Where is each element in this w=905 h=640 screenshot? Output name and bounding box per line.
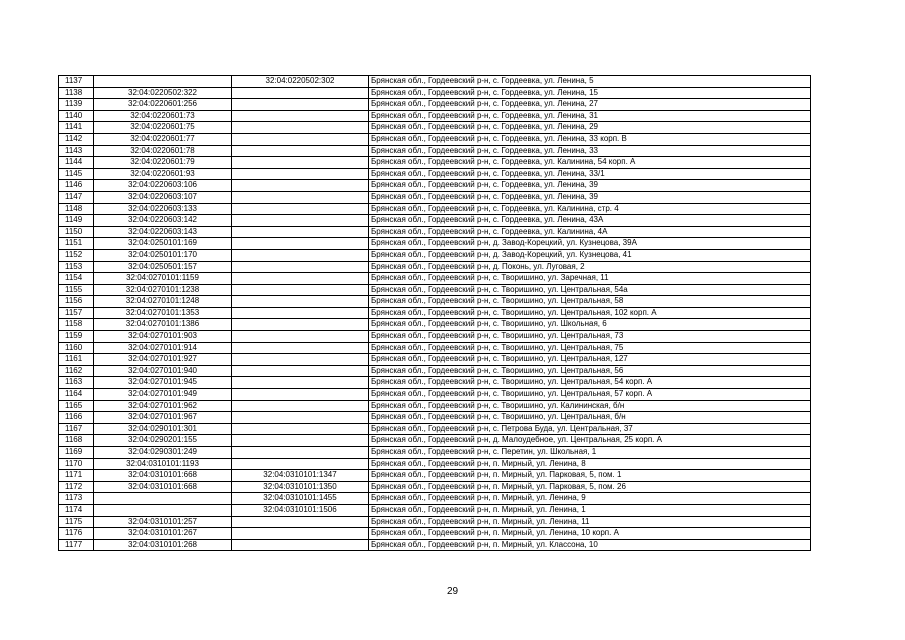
table-row — [59, 435, 811, 447]
object-cadastral-number-cell — [232, 365, 369, 377]
row-number-cell: 1174 — [59, 504, 94, 516]
cadastral-number-cell: 32:04:0220601:78 — [94, 145, 232, 157]
object-cadastral-number-cell — [232, 99, 369, 111]
row-number-cell: 1149 — [59, 215, 94, 227]
object-cadastral-number-cell — [232, 87, 369, 99]
table-row — [59, 331, 811, 343]
object-cadastral-number-cell — [232, 145, 369, 157]
row-number-cell: 1152 — [59, 249, 94, 261]
table-row — [59, 493, 811, 505]
cadastral-number-cell: 32:04:0290101:301 — [94, 423, 232, 435]
address-cell: Брянская обл., Гордеевский р-н, с. Гордеевка, ул. Ленина, 33/1 — [369, 168, 811, 180]
row-number-cell: 1139 — [59, 99, 94, 111]
object-cadastral-number-cell: 32:04:0310101:1347 — [232, 470, 369, 482]
cadastral-number-cell: 32:04:0310101:668 — [94, 470, 232, 482]
cadastral-number-cell: 32:04:0250101:170 — [94, 249, 232, 261]
cadastral-number-cell: 32:04:0270101:914 — [94, 342, 232, 354]
object-cadastral-number-cell — [232, 215, 369, 227]
address-cell: Брянская обл., Гордеевский р-н, с. Творишино, ул. Заречная, 11 — [369, 273, 811, 285]
row-number-cell: 1161 — [59, 354, 94, 366]
table-row — [59, 447, 811, 459]
cadastral-number-cell: 32:04:0220601:93 — [94, 168, 232, 180]
cadastral-table-body — [59, 76, 811, 551]
object-cadastral-number-cell — [232, 226, 369, 238]
object-cadastral-number-cell — [232, 133, 369, 145]
table-row — [59, 215, 811, 227]
address-cell: Брянская обл., Гордеевский р-н, д. Завод-Корецкий, ул. Кузнецова, 41 — [369, 249, 811, 261]
row-number-cell: 1162 — [59, 365, 94, 377]
row-number-cell: 1146 — [59, 180, 94, 192]
object-cadastral-number-cell — [232, 528, 369, 540]
cadastral-number-cell: 32:04:0220601:73 — [94, 110, 232, 122]
address-cell: Брянская обл., Гордеевский р-н, с. Творишино, ул. Центральная, 73 — [369, 331, 811, 343]
object-cadastral-number-cell: 32:04:0310101:1506 — [232, 504, 369, 516]
address-cell: Брянская обл., Гордеевский р-н, с. Гордеевка, ул. Ленина, 31 — [369, 110, 811, 122]
address-cell: Брянская обл., Гордеевский р-н, с. Гордеевка, ул. Калинина, стр. 4 — [369, 203, 811, 215]
row-number-cell: 1158 — [59, 319, 94, 331]
table-row — [59, 157, 811, 169]
object-cadastral-number-cell — [232, 354, 369, 366]
address-cell: Брянская обл., Гордеевский р-н, с. Творишино, ул. Центральная, 56 — [369, 365, 811, 377]
cadastral-number-cell: 32:04:0310101:268 — [94, 539, 232, 551]
row-number-cell: 1169 — [59, 447, 94, 459]
cadastral-number-cell: 32:04:0270101:945 — [94, 377, 232, 389]
address-cell: Брянская обл., Гордеевский р-н, п. Мирный, ул. Ленина, 1 — [369, 504, 811, 516]
table-row — [59, 110, 811, 122]
address-cell: Брянская обл., Гордеевский р-н, с. Гордеевка, ул. Ленина, 15 — [369, 87, 811, 99]
address-cell: Брянская обл., Гордеевский р-н, с. Творишино, ул. Центральная, б/н — [369, 412, 811, 424]
row-number-cell: 1142 — [59, 133, 94, 145]
cadastral-table — [58, 75, 811, 551]
row-number-cell: 1177 — [59, 539, 94, 551]
address-cell: Брянская обл., Гордеевский р-н, с. Творишино, ул. Центральная, 102 корп. А — [369, 307, 811, 319]
address-cell: Брянская обл., Гордеевский р-н, с. Гордеевка, ул. Ленина, 39 — [369, 180, 811, 192]
object-cadastral-number-cell — [232, 249, 369, 261]
row-number-cell: 1176 — [59, 528, 94, 540]
address-cell: Брянская обл., Гордеевский р-н, п. Мирный, ул. Ленина, 9 — [369, 493, 811, 505]
cadastral-number-cell: 32:04:0220601:75 — [94, 122, 232, 134]
object-cadastral-number-cell — [232, 412, 369, 424]
address-cell: Брянская обл., Гордеевский р-н, с. Гордеевка, ул. Ленина, 33 — [369, 145, 811, 157]
address-cell: Брянская обл., Гордеевский р-н, с. Гордеевка, ул. Ленина, 5 — [369, 76, 811, 88]
row-number-cell: 1164 — [59, 389, 94, 401]
table-row — [59, 319, 811, 331]
address-cell: Брянская обл., Гордеевский р-н, с. Творишино, ул. Центральная, 58 — [369, 296, 811, 308]
row-number-cell: 1153 — [59, 261, 94, 273]
table-row — [59, 76, 811, 88]
page-number: 29 — [446, 586, 459, 597]
cadastral-number-cell: 32:04:0290201:155 — [94, 435, 232, 447]
object-cadastral-number-cell — [232, 296, 369, 308]
cadastral-number-cell: 32:04:0220601:256 — [94, 99, 232, 111]
object-cadastral-number-cell — [232, 516, 369, 528]
row-number-cell: 1154 — [59, 273, 94, 285]
address-cell: Брянская обл., Гордеевский р-н, с. Перетин, ул. Школьная, 1 — [369, 447, 811, 459]
row-number-cell: 1167 — [59, 423, 94, 435]
table-row — [59, 504, 811, 516]
table-row — [59, 203, 811, 215]
cadastral-number-cell: 32:04:0290301:249 — [94, 447, 232, 459]
row-number-cell: 1163 — [59, 377, 94, 389]
address-cell: Брянская обл., Гордеевский р-н, с. Гордеевка, ул. Ленина, 43А — [369, 215, 811, 227]
cadastral-number-cell: 32:04:0220603:142 — [94, 215, 232, 227]
table-row — [59, 249, 811, 261]
object-cadastral-number-cell — [232, 447, 369, 459]
table-row — [59, 168, 811, 180]
object-cadastral-number-cell — [232, 319, 369, 331]
object-cadastral-number-cell — [232, 400, 369, 412]
address-cell: Брянская обл., Гордеевский р-н, с. Гордеевка, ул. Ленина, 27 — [369, 99, 811, 111]
object-cadastral-number-cell — [232, 389, 369, 401]
cadastral-number-cell: 32:04:0220603:107 — [94, 191, 232, 203]
row-number-cell: 1144 — [59, 157, 94, 169]
object-cadastral-number-cell — [232, 307, 369, 319]
cadastral-number-cell — [94, 493, 232, 505]
address-cell: Брянская обл., Гордеевский р-н, с. Творишино, ул. Центральная, 57 корп. А — [369, 389, 811, 401]
table-row — [59, 87, 811, 99]
address-cell: Брянская обл., Гордеевский р-н, п. Мирный, ул. Классона, 10 — [369, 539, 811, 551]
object-cadastral-number-cell — [232, 261, 369, 273]
table-row — [59, 145, 811, 157]
table-row — [59, 470, 811, 482]
table-row — [59, 539, 811, 551]
table-row — [59, 342, 811, 354]
row-number-cell: 1168 — [59, 435, 94, 447]
cadastral-number-cell: 32:04:0270101:962 — [94, 400, 232, 412]
table-row — [59, 365, 811, 377]
row-number-cell: 1166 — [59, 412, 94, 424]
table-row — [59, 238, 811, 250]
object-cadastral-number-cell — [232, 203, 369, 215]
cadastral-number-cell: 32:04:0310101:668 — [94, 481, 232, 493]
object-cadastral-number-cell — [232, 331, 369, 343]
cadastral-number-cell: 32:04:0310101:257 — [94, 516, 232, 528]
table-row — [59, 284, 811, 296]
address-cell: Брянская обл., Гордеевский р-н, п. Мирный, ул. Ленина, 10 корп. А — [369, 528, 811, 540]
cadastral-number-cell: 32:04:0220603:133 — [94, 203, 232, 215]
cadastral-number-cell: 32:04:0270101:927 — [94, 354, 232, 366]
row-number-cell: 1137 — [59, 76, 94, 88]
cadastral-number-cell: 32:04:0310101:267 — [94, 528, 232, 540]
object-cadastral-number-cell — [232, 458, 369, 470]
cadastral-number-cell: 32:04:0220603:143 — [94, 226, 232, 238]
row-number-cell: 1155 — [59, 284, 94, 296]
table-row — [59, 400, 811, 412]
cadastral-number-cell: 32:04:0250501:157 — [94, 261, 232, 273]
cadastral-number-cell: 32:04:0270101:903 — [94, 331, 232, 343]
table-row — [59, 412, 811, 424]
cadastral-number-cell: 32:04:0220601:79 — [94, 157, 232, 169]
table-row — [59, 354, 811, 366]
table-row — [59, 273, 811, 285]
row-number-cell: 1170 — [59, 458, 94, 470]
row-number-cell: 1151 — [59, 238, 94, 250]
table-row — [59, 133, 811, 145]
table-row — [59, 481, 811, 493]
address-cell: Брянская обл., Гордеевский р-н, д. Завод-Корецкий, ул. Кузнецова, 39А — [369, 238, 811, 250]
cadastral-number-cell: 32:04:0220603:106 — [94, 180, 232, 192]
address-cell: Брянская обл., Гордеевский р-н, п. Мирный, ул. Ленина, 8 — [369, 458, 811, 470]
table-row — [59, 389, 811, 401]
object-cadastral-number-cell: 32:04:0310101:1350 — [232, 481, 369, 493]
table-row — [59, 296, 811, 308]
address-cell: Брянская обл., Гордеевский р-н, с. Творишино, ул. Калининская, б/н — [369, 400, 811, 412]
row-number-cell: 1148 — [59, 203, 94, 215]
table-row — [59, 191, 811, 203]
cadastral-number-cell: 32:04:0270101:1159 — [94, 273, 232, 285]
row-number-cell: 1145 — [59, 168, 94, 180]
cadastral-number-cell — [94, 504, 232, 516]
row-number-cell: 1143 — [59, 145, 94, 157]
address-cell: Брянская обл., Гордеевский р-н, п. Мирный, ул. Ленина, 11 — [369, 516, 811, 528]
address-cell: Брянская обл., Гордеевский р-н, с. Творишино, ул. Центральная, 127 — [369, 354, 811, 366]
object-cadastral-number-cell — [232, 157, 369, 169]
address-cell: Брянская обл., Гордеевский р-н, с. Гордеевка, ул. Ленина, 29 — [369, 122, 811, 134]
row-number-cell: 1175 — [59, 516, 94, 528]
table-row — [59, 528, 811, 540]
address-cell: Брянская обл., Гордеевский р-н, д. Поконь, ул. Луговая, 2 — [369, 261, 811, 273]
address-cell: Брянская обл., Гордеевский р-н, с. Гордеевка, ул. Калинина, 54 корп. А — [369, 157, 811, 169]
object-cadastral-number-cell: 32:04:0310101:1455 — [232, 493, 369, 505]
object-cadastral-number-cell — [232, 284, 369, 296]
cadastral-number-cell: 32:04:0220502:322 — [94, 87, 232, 99]
cadastral-number-cell: 32:04:0250101:169 — [94, 238, 232, 250]
address-cell: Брянская обл., Гордеевский р-н, с. Гордеевка, ул. Ленина, 39 — [369, 191, 811, 203]
row-number-cell: 1159 — [59, 331, 94, 343]
object-cadastral-number-cell — [232, 168, 369, 180]
row-number-cell: 1140 — [59, 110, 94, 122]
row-number-cell: 1147 — [59, 191, 94, 203]
table-row — [59, 516, 811, 528]
address-cell: Брянская обл., Гордеевский р-н, с. Творишино, ул. Школьная, 6 — [369, 319, 811, 331]
table-row — [59, 122, 811, 134]
cadastral-number-cell: 32:04:0270101:1386 — [94, 319, 232, 331]
cadastral-number-cell: 32:04:0270101:1238 — [94, 284, 232, 296]
table-row — [59, 99, 811, 111]
address-cell: Брянская обл., Гордеевский р-н, п. Мирный, ул. Парковая, 5, пом. 26 — [369, 481, 811, 493]
row-number-cell: 1141 — [59, 122, 94, 134]
object-cadastral-number-cell — [232, 435, 369, 447]
object-cadastral-number-cell — [232, 110, 369, 122]
row-number-cell: 1138 — [59, 87, 94, 99]
cadastral-number-cell: 32:04:0270101:940 — [94, 365, 232, 377]
object-cadastral-number-cell — [232, 191, 369, 203]
row-number-cell: 1173 — [59, 493, 94, 505]
table-row — [59, 307, 811, 319]
row-number-cell: 1165 — [59, 400, 94, 412]
object-cadastral-number-cell — [232, 342, 369, 354]
table-row — [59, 261, 811, 273]
address-cell: Брянская обл., Гордеевский р-н, с. Творишино, ул. Центральная, 54а — [369, 284, 811, 296]
table-row — [59, 226, 811, 238]
address-cell: Брянская обл., Гордеевский р-н, с. Гордеевка, ул. Ленина, 33 корп. В — [369, 133, 811, 145]
cadastral-number-cell: 32:04:0270101:949 — [94, 389, 232, 401]
cadastral-number-cell: 32:04:0310101:1193 — [94, 458, 232, 470]
address-cell: Брянская обл., Гордеевский р-н, п. Мирный, ул. Парковая, 5, пом. 1 — [369, 470, 811, 482]
address-cell: Брянская обл., Гордеевский р-н, с. Творишино, ул. Центральная, 54 корп. А — [369, 377, 811, 389]
object-cadastral-number-cell — [232, 377, 369, 389]
table-row — [59, 458, 811, 470]
address-cell: Брянская обл., Гордеевский р-н, д. Малоудебное, ул. Центральная, 25 корп. А — [369, 435, 811, 447]
address-cell: Брянская обл., Гордеевский р-н, с. Творишино, ул. Центральная, 75 — [369, 342, 811, 354]
cadastral-number-cell: 32:04:0270101:967 — [94, 412, 232, 424]
object-cadastral-number-cell — [232, 122, 369, 134]
cadastral-number-cell: 32:04:0270101:1353 — [94, 307, 232, 319]
row-number-cell: 1156 — [59, 296, 94, 308]
object-cadastral-number-cell — [232, 238, 369, 250]
cadastral-number-cell: 32:04:0220601:77 — [94, 133, 232, 145]
row-number-cell: 1160 — [59, 342, 94, 354]
object-cadastral-number-cell: 32:04:0220502:302 — [232, 76, 369, 88]
cadastral-number-cell — [94, 76, 232, 88]
row-number-cell: 1157 — [59, 307, 94, 319]
table-row — [59, 423, 811, 435]
object-cadastral-number-cell — [232, 539, 369, 551]
object-cadastral-number-cell — [232, 423, 369, 435]
cadastral-number-cell: 32:04:0270101:1248 — [94, 296, 232, 308]
row-number-cell: 1172 — [59, 481, 94, 493]
object-cadastral-number-cell — [232, 273, 369, 285]
row-number-cell: 1171 — [59, 470, 94, 482]
row-number-cell: 1150 — [59, 226, 94, 238]
table-row — [59, 180, 811, 192]
address-cell: Брянская обл., Гордеевский р-н, с. Гордеевка, ул. Калинина, 4А — [369, 226, 811, 238]
object-cadastral-number-cell — [232, 180, 369, 192]
address-cell: Брянская обл., Гордеевский р-н, с. Петрова Буда, ул. Центральная, 37 — [369, 423, 811, 435]
table-row — [59, 377, 811, 389]
